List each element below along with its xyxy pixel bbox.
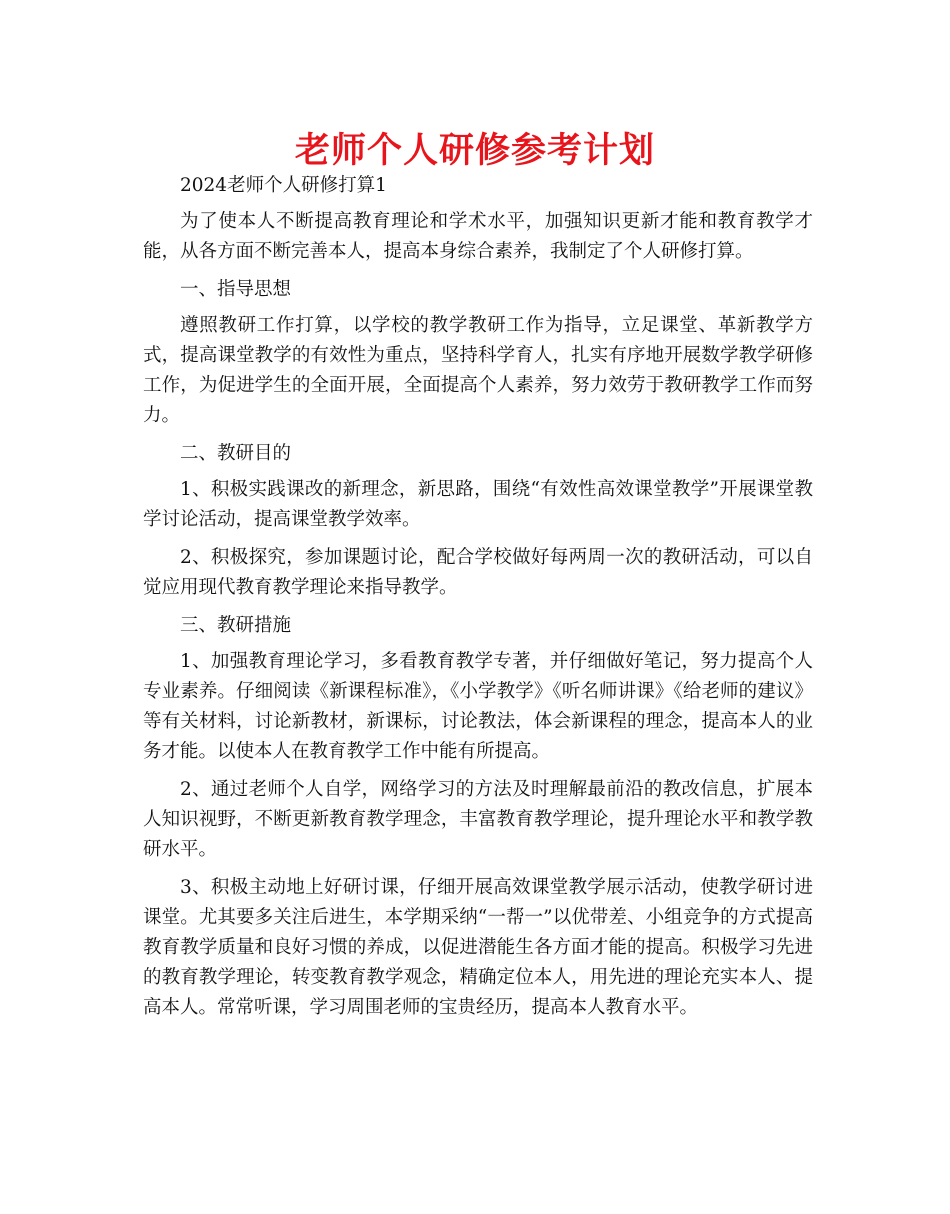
paragraph-intro: 为了使本人不断提高教育理论和学术水平，加强知识更新才能和教育教学才能，从各方面不断完善本人，提高本身综合素养，我制定了个人研修打算。 xyxy=(143,211,813,262)
paragraph-goal-1: 1、积极实践课改的新理念，新思路，围绕“有效性高效课堂教学”开展课堂教学讨论活动，提高课堂教学效率。 xyxy=(143,479,813,530)
document-body xyxy=(143,171,813,1031)
document-title: 老师个人研修参考计划 xyxy=(294,131,655,171)
paragraph-measure-2: 2、通过老师个人自学，网络学习的方法及时理解最前沿的教改信息，扩展本人知识视野，不断更新教育教学理念，丰富教育教学理论，提升理论水平和教学教研水平。 xyxy=(143,779,813,860)
paragraph-measure-3: 3、积极主动地上好研讨课，仔细开展高效课堂教学展示活动，使教学研讨进课堂。尤其要多关注后进生，本学期采纳“一帮一”以优带差、小组竞争的方式提高教育教学质量和良好习惯的养成，以促进潜能生各方面才能的提高。积极学习先进的教育教学理论，转变教育教学观念，精确定位本人，用先进的理论充实本人、提高本人。常常听课，学习周围老师的宝贵经历，提高本人教育水平。 xyxy=(143,877,813,1018)
paragraph-guiding-thought: 遵照教研工作打算，以学校的教学教研工作为指导，立足课堂、革新教学方式，提高课堂教学的有效性为重点，坚持科学育人，扎实有序地开展数学教学研修工作，为促进学生的全面开展，全面提高个人素养，努力效劳于教研教学工作而努力。 xyxy=(143,315,813,426)
section-heading-research-goals: 二、教研目的 xyxy=(180,443,292,464)
paragraph-plan-heading: 2024老师个人研修打算1 xyxy=(180,175,387,196)
section-heading-guiding-thought: 一、指导思想 xyxy=(180,279,292,300)
paragraph-measure-1: 1、加强教育理论学习，多看教育教学专著，并仔细做好笔记，努力提高个人专业素养。仔细阅读《新课程标准》，《小学教学》《听名师讲课》《给老师的建议》等有关材料，讨论新教材，新课标，讨论教法，体会新课程的理念，提高本人的业务才能。以使本人在教育教学工作中能有所提高。 xyxy=(143,651,813,762)
paragraph-goal-2: 2、积极探究，参加课题讨论，配合学校做好每两周一次的教研活动，可以自觉应用现代教育教学理论来指导教学。 xyxy=(143,547,813,598)
section-heading-research-measures: 三、教研措施 xyxy=(180,615,292,636)
